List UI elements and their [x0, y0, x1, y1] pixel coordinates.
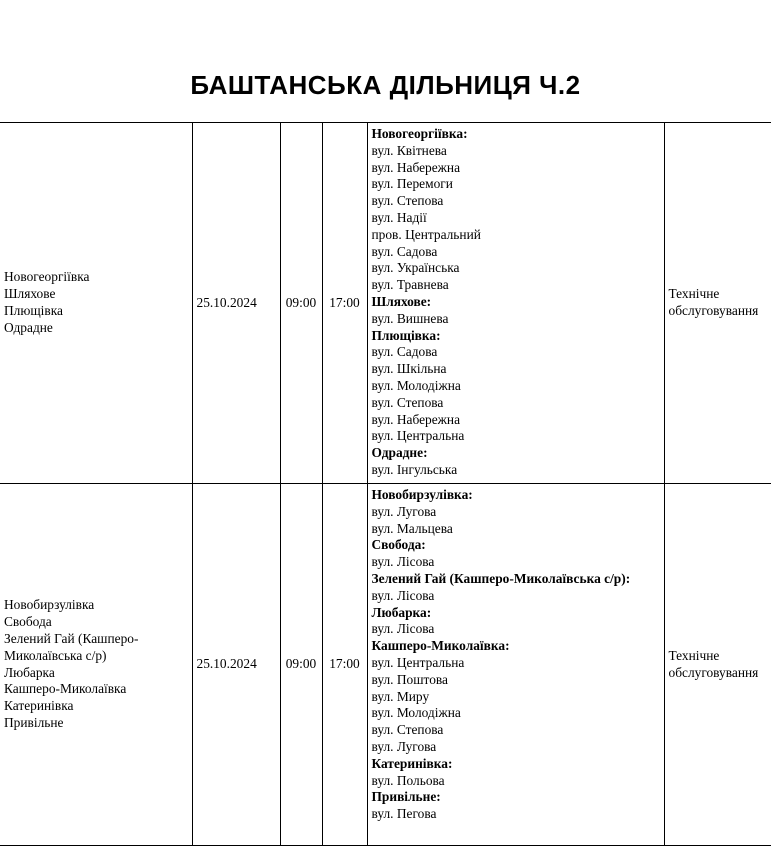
street-name: вул. Набережна [371, 411, 461, 427]
settlement-name: Привільне [4, 714, 64, 730]
reason-text: Технічне [668, 647, 720, 663]
street-name: вул. Садова [371, 344, 438, 360]
street-name: вул. Надії [371, 209, 427, 225]
settlement-name: Новогеоргіївка [4, 269, 90, 285]
street-name: вул. Молодіжна [371, 377, 461, 393]
end-time-cell: 17:00 [322, 123, 367, 484]
settlement-name: Миколаївська с/р) [4, 647, 107, 663]
street-name: вул. Степова [371, 722, 444, 738]
street-group-heading: Катеринівка: [371, 755, 453, 771]
street-group-heading: Зелений Гай (Кашперо-Миколаївська с/р): [371, 570, 631, 586]
street-name: вул. Миру [371, 688, 430, 704]
street-name: вул. Шкільна [371, 361, 447, 377]
outage-schedule-table [0, 122, 771, 846]
street-name: вул. Польова [371, 772, 445, 788]
streets-cell [367, 484, 664, 846]
table-row [0, 123, 771, 484]
settlement-name: Свобода [4, 614, 52, 630]
street-group-heading: Любарка: [371, 604, 432, 620]
street-name: вул. Пегова [371, 806, 437, 822]
street-name: вул. Лісова [371, 554, 435, 570]
street-name: вул. Центральна [371, 654, 465, 670]
settlement-name: Новобирзулівка [4, 597, 95, 613]
street-name: вул. Лугова [371, 738, 437, 754]
street-name: вул. Степова [371, 394, 444, 410]
street-name: вул. Квітнева [371, 142, 447, 158]
streets-cell [367, 123, 664, 484]
street-name: вул. Перемоги [371, 176, 453, 192]
reason-cell [664, 484, 771, 846]
street-group-heading: Одрадне: [371, 445, 428, 461]
street-group-heading: Кашперо-Миколаївка: [371, 638, 510, 654]
settlement-name: Одрадне [4, 319, 53, 335]
street-group-heading: Новобирзулівка: [371, 487, 473, 502]
street-name: вул. Мальцева [371, 520, 453, 536]
settlement-name: Шляхове [4, 286, 56, 302]
end-time-cell: 17:00 [322, 484, 367, 846]
street-name: вул. Інгульська [371, 461, 458, 477]
street-name: вул. Набережна [371, 159, 461, 175]
street-name: вул. Українська [371, 260, 460, 276]
table-body [0, 123, 771, 846]
table-row [0, 484, 771, 846]
street-name: вул. Центральна [371, 428, 465, 444]
street-name: вул. Лугова [371, 503, 437, 519]
start-time-cell: 09:00 [280, 484, 322, 846]
reason-text: обслуговування [668, 303, 759, 318]
settlement-name: Кашперо-Миколаївка [4, 681, 127, 697]
settlement-name: Зелений Гай (Кашперо- [4, 630, 139, 646]
street-name: вул. Садова [371, 243, 438, 259]
street-name: вул. Молодіжна [371, 705, 461, 721]
street-name: вул. Лісова [371, 621, 435, 637]
start-time-cell: 09:00 [280, 123, 322, 484]
reason-cell [664, 123, 771, 484]
settlement-name: Катеринівка [4, 698, 74, 714]
settlements-cell [0, 123, 192, 484]
reason-text: обслуговування [668, 664, 759, 680]
street-group-heading: Свобода: [371, 537, 426, 553]
reason-text: Технічне [668, 286, 720, 302]
street-name: пров. Центральний [371, 226, 481, 242]
street-group-heading: Плющівка: [371, 327, 441, 343]
date-cell: 25.10.2024 [192, 484, 280, 846]
settlements-cell [0, 484, 192, 846]
street-name: вул. Лісова [371, 587, 435, 603]
street-name: вул. Поштова [371, 671, 448, 687]
settlement-name: Любарка [4, 664, 55, 680]
settlement-name: Плющівка [4, 303, 63, 318]
street-name: вул. Травнева [371, 277, 449, 293]
street-name: вул. Вишнева [371, 310, 449, 326]
street-group-heading: Привільне: [371, 789, 441, 805]
date-cell: 25.10.2024 [192, 123, 280, 484]
street-group-heading: Новогеоргіївка: [371, 126, 468, 141]
street-group-heading: Шляхове: [371, 293, 432, 309]
page-title: БАШТАНСЬКА ДІЛЬНИЦЯ Ч.2 [190, 70, 581, 100]
street-name: вул. Степова [371, 193, 444, 209]
